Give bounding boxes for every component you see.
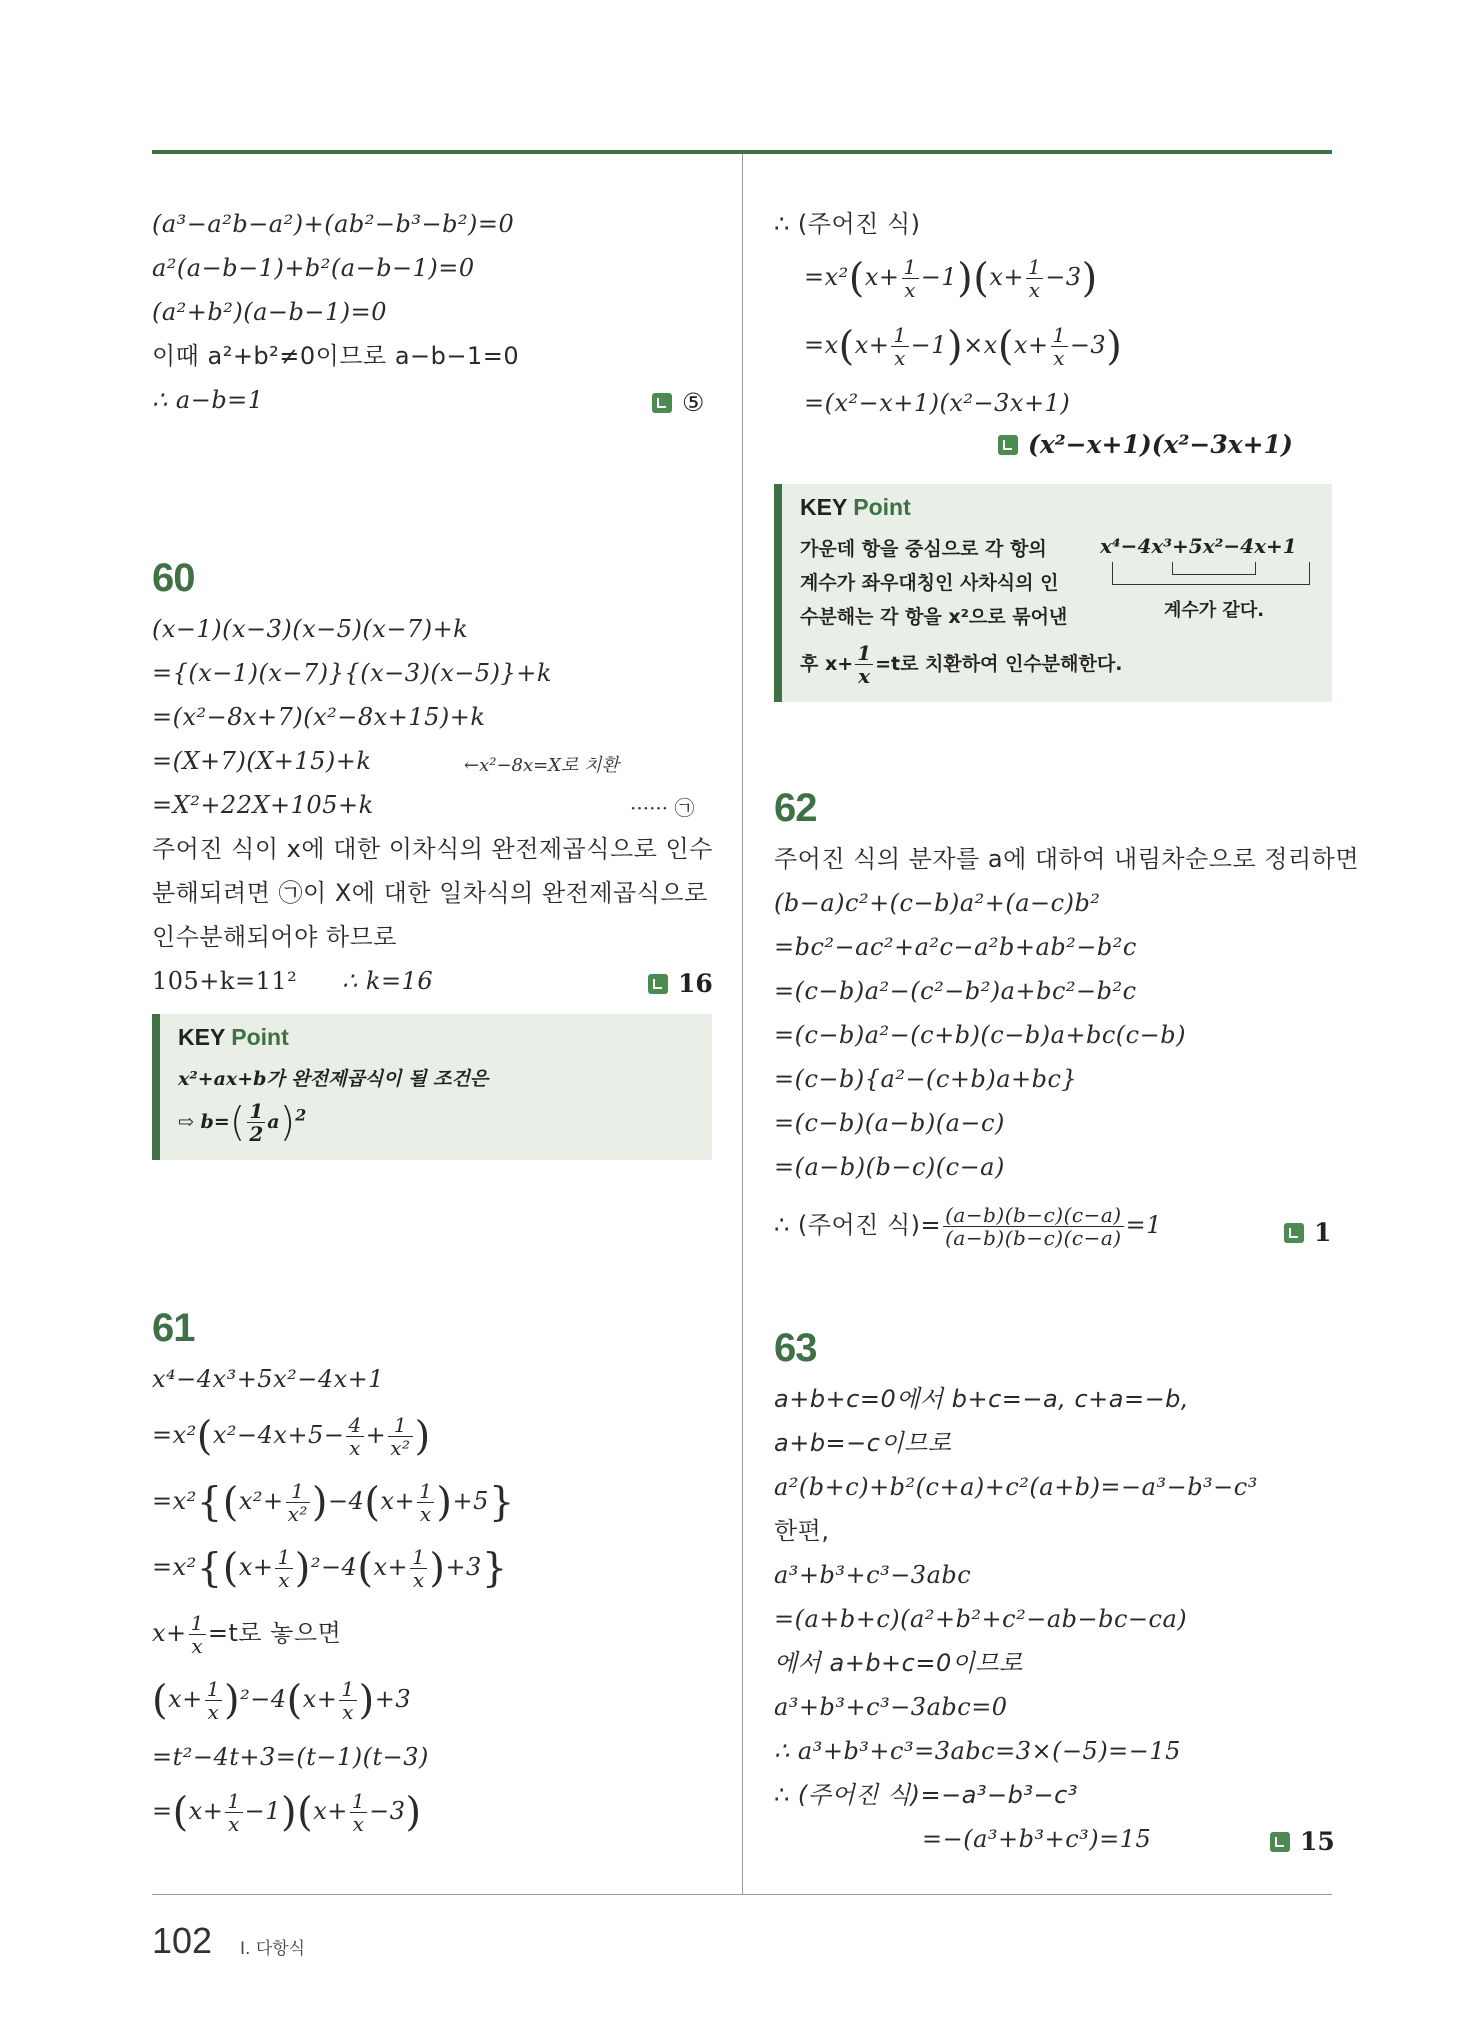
- p60-line-10: ∴ k=16: [342, 967, 434, 995]
- answer-icon: [648, 974, 668, 994]
- answer-icon: [1270, 1832, 1290, 1852]
- p59-line-4: 이때 a²+b²≠0이므로 a−b−1=0: [152, 342, 520, 370]
- p61-line-8: =(x+ $\frac{1}{x}$ −1)(x+ $\frac{1}{x}$ −3): [152, 1789, 422, 1836]
- problem-number-63: 63: [774, 1326, 817, 1370]
- p60-key-point-box: [152, 1014, 712, 1160]
- answer-icon: [998, 435, 1018, 455]
- p62-line-2: (b−a)c²+(c−b)a²+(a−c)b²: [774, 889, 1101, 917]
- p62-line-5: =(c−b)a²−(c+b)(c−b)a+bc(c−b): [774, 1021, 1186, 1049]
- p60-line-4: =(X+7)(X+15)+k: [152, 747, 372, 775]
- answer-icon: [652, 393, 672, 413]
- p63-line-9: ∴ a³+b³+c³=3abc=3×(−5)=−15: [774, 1737, 1181, 1765]
- p60-key-line-2: ⇨ b=( $\frac{1}{2}$ a)$^2$: [178, 1099, 307, 1146]
- p63-line-7: 에서 a+b+c=0이므로: [774, 1649, 1023, 1677]
- p61-key-line-1: 가운데 항을 중심으로 각 항의: [800, 538, 1047, 560]
- p61r-line-2: =x²(x+ $\frac{1}{x}$ −1)(x+ $\frac{1}{x}$ −3): [804, 255, 1098, 302]
- p62-line-6: =(c−b){a²−(c+b)a+bc}: [774, 1065, 1078, 1093]
- p61-answer: [998, 430, 1293, 459]
- p63-line-4: 한편,: [774, 1517, 830, 1545]
- p60-line-1: (x−1)(x−3)(x−5)(x−7)+k: [152, 615, 469, 643]
- p60-line-9: 105+k=11²: [152, 967, 298, 995]
- p63-answer-text: 15: [1300, 1827, 1335, 1856]
- p63-line-1: a+b+c=0에서 b+c=−a, c+a=−b,: [774, 1385, 1190, 1413]
- p60-answer-text: 16: [678, 969, 713, 998]
- p60-line-5: =X²+22X+105+k: [152, 791, 374, 819]
- p61-line-7: =t²−4t+3=(t−1)(t−3): [152, 1743, 429, 1771]
- p62-answer-text: 1: [1314, 1218, 1332, 1247]
- p61-key-same-coef: 계수가 같다.: [1164, 600, 1265, 621]
- p62-line-4: =(c−b)a²−(c²−b²)a+bc²−b²c: [774, 977, 1137, 1005]
- answer-icon: [1284, 1223, 1304, 1243]
- p59-line-3: (a²+b²)(a−b−1)=0: [152, 298, 388, 326]
- p60-ref-mark: ······ ㉠: [630, 796, 695, 820]
- p59-answer-text: ⑤: [682, 388, 705, 417]
- p62-answer: [1284, 1218, 1331, 1247]
- p62-line-3: =bc²−ac²+a²c−a²b+ab²−b²c: [774, 933, 1137, 961]
- problem-number-61: 61: [152, 1306, 195, 1350]
- column-divider: [742, 154, 743, 1894]
- bottom-rule: [152, 1894, 1332, 1895]
- p63-line-5: a³+b³+c³−3abc: [774, 1561, 972, 1589]
- p61-answer-text: (x²−x+1)(x²−3x+1): [1028, 430, 1293, 459]
- p61r-line-4: =(x²−x+1)(x²−3x+1): [804, 389, 1071, 417]
- p61-key-inner-bracket: [1172, 562, 1256, 575]
- p60-answer: [648, 969, 713, 998]
- p62-line-8: =(a−b)(b−c)(c−a): [774, 1153, 1005, 1181]
- p61-line-3: =x²{(x²+ $\frac{1}{\text{x²}}$ )−4(x+ $\frac{1}{x}$ )+5}: [152, 1479, 515, 1526]
- p61-key-line-4: 후 x+ $\frac{1}{x}$ =t로 치환하여 인수분해한다.: [800, 641, 1123, 688]
- key-point-title: KEY Point: [178, 1024, 289, 1050]
- p59-line-2: a²(a−b−1)+b²(a−b−1)=0: [152, 254, 475, 282]
- key-point-title: KEY Point: [800, 494, 911, 520]
- p60-line-8: 인수분해되어야 하므로: [152, 923, 397, 951]
- p61-line-5: x+ $\frac{1}{x}$ =t로 놓으면: [152, 1611, 342, 1658]
- p62-final-line: ∴ (주어진 식)= $\frac{(a-b)(b-c)(c-a)}{(a-b)(b-c)(c-a)}$ =1: [774, 1203, 1162, 1250]
- p60-substitution-note: ←x²−8x=X로 치환: [464, 755, 619, 776]
- p61-line-6: (x+ $\frac{1}{x}$ )²−4(x+ $\frac{1}{x}$ )+3: [152, 1677, 412, 1724]
- page-number: 102: [152, 1920, 213, 1961]
- p59-line-1: (a³−a²b−a²)+(ab²−b³−b²)=0: [152, 210, 515, 238]
- p61-key-line-2: 계수가 좌우대칭인 사차식의 인: [800, 572, 1059, 594]
- p63-answer: [1270, 1827, 1335, 1856]
- p63-line-11: =−(a³+b³+c³)=15: [922, 1825, 1152, 1853]
- p59-line-5: ∴ a−b=1: [152, 386, 264, 414]
- p61-key-point-box: [774, 484, 1332, 702]
- p63-line-8: a³+b³+c³−3abc=0: [774, 1693, 1008, 1721]
- p63-line-3: a²(b+c)+b²(c+a)+c²(a+b)=−a³−b³−c³: [774, 1473, 1258, 1501]
- p61-line-1: x⁴−4x³+5x²−4x+1: [152, 1365, 385, 1393]
- p63-line-6: =(a+b+c)(a²+b²+c²−ab−bc−ca): [774, 1605, 1188, 1633]
- p61r-line-1: ∴ (주어진 식): [774, 210, 921, 238]
- p61-line-4: =x²{(x+ $\frac{1}{x}$ )²−4(x+ $\frac{1}{x}$ )+3}: [152, 1545, 508, 1592]
- p62-line-7: =(c−b)(a−b)(a−c): [774, 1109, 1005, 1137]
- section-title: Ⅰ. 다항식: [240, 1939, 306, 1959]
- p60-line-3: =(x²−8x+7)(x²−8x+15)+k: [152, 703, 486, 731]
- p59-answer: [652, 388, 704, 417]
- p61-line-2: =x²(x²−4x+5− $\frac{4}{x}$ + $\frac{1}{\text{x²}}$ ): [152, 1413, 431, 1460]
- p60-key-line-1: x²+ax+b가 완전제곱식이 될 조건은: [178, 1068, 489, 1090]
- p60-line-7: 분해되려면 ㉠이 X에 대한 일차식의 완전제곱식으로: [152, 879, 708, 907]
- p61-key-polynomial: x⁴−4x³+5x²−4x+1: [1100, 534, 1297, 558]
- p63-line-10: ∴ (주어진 식)=−a³−b³−c³: [774, 1781, 1078, 1809]
- p62-line-1: 주어진 식의 분자를 a에 대하여 내림차순으로 정리하면: [774, 845, 1360, 873]
- p60-line-6: 주어진 식이 x에 대한 이차식의 완전제곱식으로 인수: [152, 835, 713, 863]
- problem-number-62: 62: [774, 786, 817, 830]
- problem-number-60: 60: [152, 556, 195, 600]
- p63-line-2: a+b=−c이므로: [774, 1429, 952, 1457]
- p60-line-2: ={(x−1)(x−7)}{(x−3)(x−5)}+k: [152, 659, 552, 687]
- p61r-line-3: =x(x+ $\frac{1}{x}$ −1)×x(x+ $\frac{1}{x}$ −3): [804, 323, 1123, 370]
- p61-key-line-3: 수분해는 각 항을 x²으로 묶어낸: [800, 606, 1068, 628]
